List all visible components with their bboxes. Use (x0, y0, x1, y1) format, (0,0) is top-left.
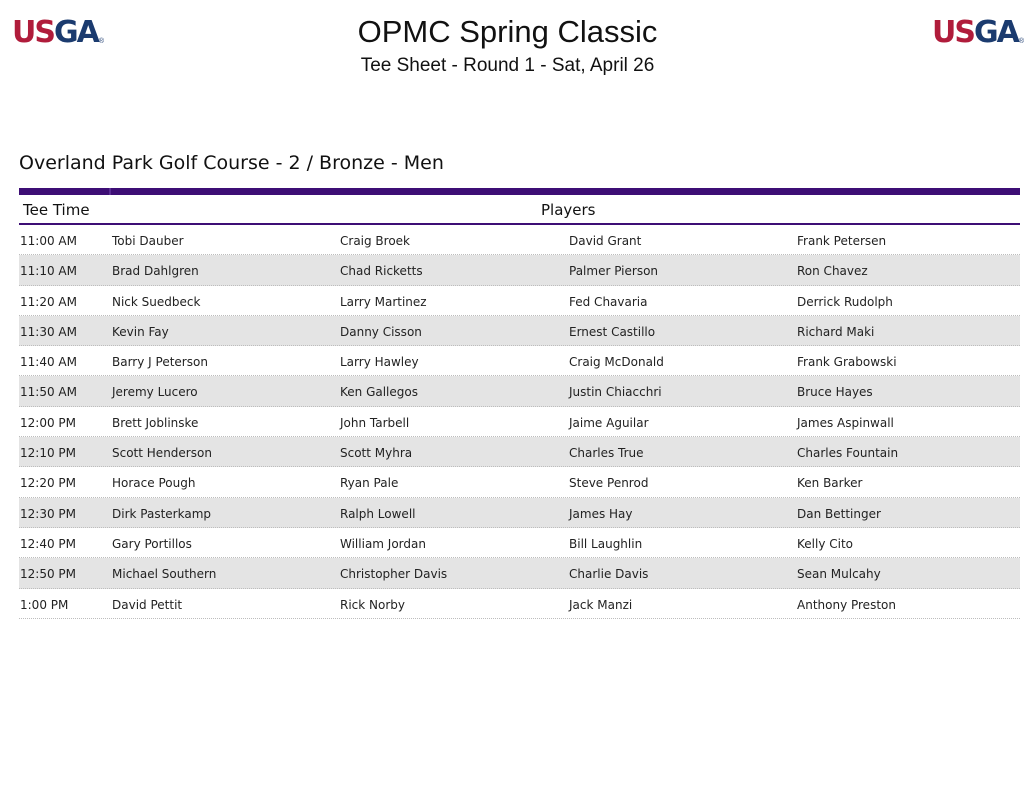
registered-mark: ® (98, 38, 104, 45)
player-cell: Nick Suedbeck (112, 294, 201, 309)
tee-time-cell: 12:50 PM (20, 567, 76, 582)
player-cell: Christopher Davis (340, 567, 448, 582)
player-cell: Scott Henderson (112, 446, 212, 461)
usga-logo-text: USGA (12, 15, 98, 50)
player-cell: Frank Petersen (797, 234, 887, 248)
player-cell: Justin Chiacchri (569, 385, 662, 400)
player-cell: Ernest Castillo (569, 324, 656, 339)
section-title: Overland Park Golf Course - 2 / Bronze - Men (19, 152, 444, 174)
player-cell: Jack Manzi (569, 597, 633, 612)
table-header (19, 195, 1020, 225)
usga-logo-text: USGA (932, 15, 1018, 50)
registered-mark: ® (1018, 38, 1024, 45)
table-body (19, 225, 1020, 619)
table-row (19, 376, 1020, 406)
player-cell: Tobi Dauber (112, 234, 184, 248)
table-row (19, 558, 1020, 588)
tee-time-cell: 11:50 AM (20, 385, 77, 400)
tee-time-cell: 11:40 AM (20, 355, 77, 370)
player-cell: Barry J Peterson (112, 355, 208, 370)
player-cell: Ryan Pale (340, 476, 399, 491)
player-cell: Sean Mulcahy (797, 567, 881, 582)
tee-time-cell: 1:00 PM (20, 597, 69, 612)
table-row (19, 407, 1020, 437)
player-cell: Rick Norby (340, 597, 406, 612)
table-row (19, 225, 1020, 255)
player-cell: Brett Joblinske (112, 415, 199, 430)
player-cell: Danny Cisson (340, 324, 422, 339)
player-cell: Brad Dahlgren (112, 264, 199, 279)
player-cell: Anthony Preston (797, 597, 896, 612)
player-cell: Dan Bettinger (797, 506, 881, 521)
tee-time-cell: 11:30 AM (20, 324, 77, 339)
player-cell: Chad Ricketts (340, 264, 423, 279)
header-tee-time: Tee Time (23, 201, 90, 219)
header-players: Players (541, 201, 596, 219)
player-cell: Kelly Cito (797, 536, 853, 551)
tee-time-cell: 12:30 PM (20, 506, 76, 521)
player-cell: Charles True (569, 446, 644, 461)
table-row (19, 589, 1020, 619)
player-cell: Jaime Aguilar (569, 415, 649, 430)
player-cell: Dirk Pasterkamp (112, 506, 211, 521)
player-cell: Michael Southern (112, 567, 217, 582)
player-cell: Scott Myhra (340, 446, 413, 461)
tee-sheet-table (19, 188, 1020, 619)
player-cell: Charles Fountain (797, 446, 899, 461)
table-row (19, 498, 1020, 528)
player-cell: Ken Barker (797, 476, 863, 491)
player-cell: Bill Laughlin (569, 536, 643, 551)
player-cell: Ken Gallegos (340, 385, 418, 400)
table-row (19, 286, 1020, 316)
player-cell: Bruce Hayes (797, 385, 873, 400)
player-cell: Larry Hawley (340, 355, 419, 370)
player-cell: John Tarbell (340, 415, 410, 430)
table-row (19, 255, 1020, 285)
tee-time-cell: 11:20 AM (20, 294, 77, 309)
player-cell: William Jordan (340, 536, 426, 551)
tee-time-cell: 12:20 PM (20, 476, 76, 491)
table-row (19, 467, 1020, 497)
player-cell: Fed Chavaria (569, 294, 648, 309)
player-cell: Craig McDonald (569, 355, 664, 370)
player-cell: James Aspinwall (797, 415, 894, 430)
page-title: OPMC Spring Classic (357, 14, 658, 49)
tee-time-cell: 12:00 PM (20, 415, 76, 430)
usga-logo-right (932, 14, 1024, 48)
player-cell: David Grant (569, 234, 642, 248)
player-cell: Larry Martinez (340, 294, 427, 309)
player-cell: Ralph Lowell (340, 506, 416, 521)
player-cell: James Hay (569, 506, 633, 521)
player-cell: Craig Broek (340, 234, 411, 248)
tee-time-cell: 12:40 PM (20, 536, 76, 551)
player-cell: Palmer Pierson (569, 264, 659, 279)
player-cell: Gary Portillos (112, 536, 192, 551)
player-cell: David Pettit (112, 597, 183, 612)
table-row (19, 528, 1020, 558)
player-cell: Horace Pough (112, 476, 196, 491)
tee-time-cell: 12:10 PM (20, 446, 76, 461)
player-cell: Derrick Rudolph (797, 294, 893, 309)
tee-time-cell: 11:10 AM (20, 264, 77, 279)
player-cell: Frank Grabowski (797, 355, 897, 370)
table-top-bar (19, 188, 1020, 195)
player-cell: Steve Penrod (569, 476, 649, 491)
player-cell: Charlie Davis (569, 567, 649, 582)
page-subtitle: Tee Sheet - Round 1 - Sat, April 26 (360, 55, 655, 76)
player-cell: Richard Maki (797, 324, 875, 339)
table-row (19, 316, 1020, 346)
player-cell: Kevin Fay (112, 324, 169, 339)
player-cell: Jeremy Lucero (112, 385, 198, 400)
table-row (19, 346, 1020, 376)
table-row (19, 437, 1020, 467)
player-cell: Ron Chavez (797, 264, 868, 279)
tee-time-cell: 11:00 AM (20, 234, 77, 248)
